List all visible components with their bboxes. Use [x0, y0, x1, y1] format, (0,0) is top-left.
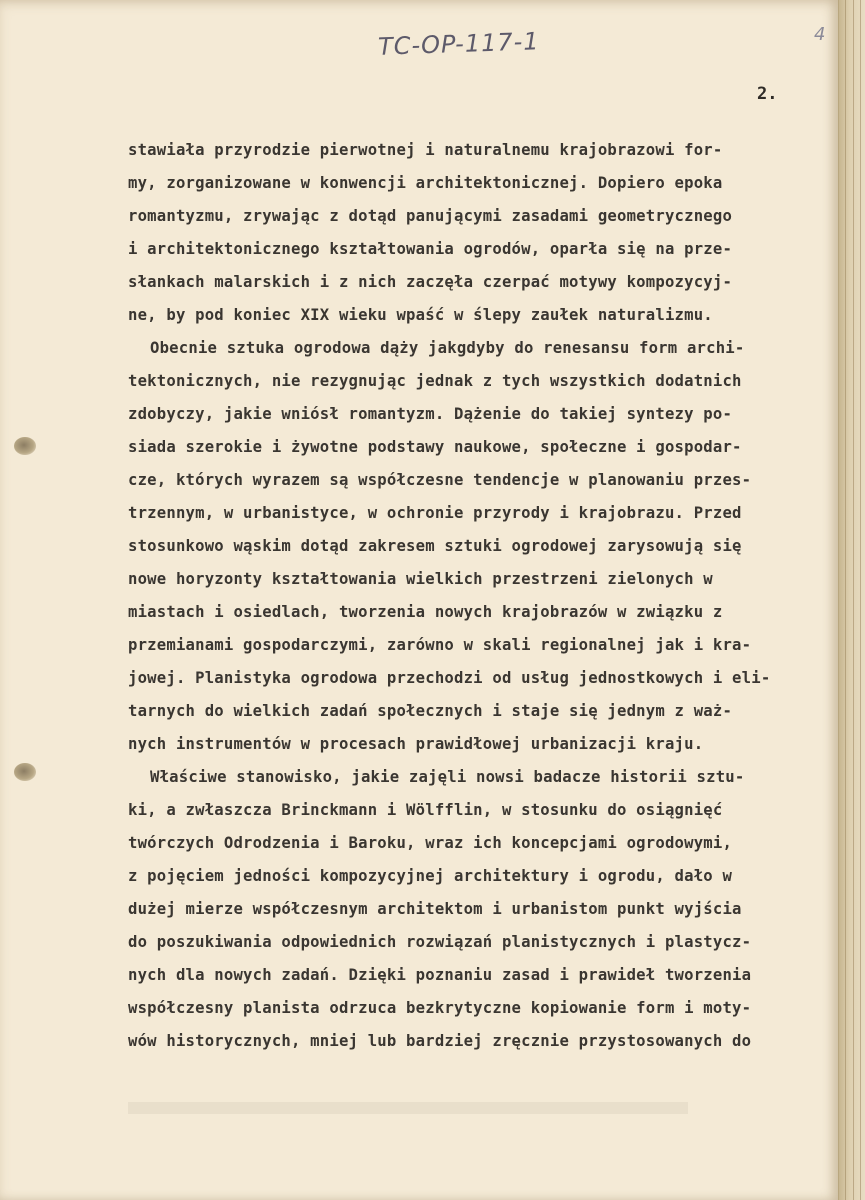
text-line: Właściwe stanowisko, jakie zajęli nowsi badacze historii sztu-: [150, 768, 745, 786]
text-line: twórczych Odrodzenia i Baroku, wraz ich koncepcjami ogrodowymi,: [128, 834, 733, 852]
text-line: wów historycznych, mniej lub bardziej zręcznie przystosowanych do: [128, 1032, 752, 1050]
text-line: tektonicznych, nie rezygnując jednak z tych wszystkich dodatnich: [128, 372, 742, 390]
text-line: z pojęciem jedności kompozycyjnej architektury i ogrodu, dało w: [128, 867, 733, 885]
text-line: jowej. Planistyka ogrodowa przechodzi od usług jednostkowych i eli-: [128, 669, 771, 687]
next-pages-edge: [838, 0, 865, 1200]
text-line: przemianami gospodarczymi, zarówno w skali regionalnej jak i kra-: [128, 636, 752, 654]
bleed-through-shadow: [128, 1102, 688, 1114]
text-line: my, zorganizowane w konwencji architektonicznej. Dopiero epoka: [128, 174, 723, 192]
text-line: Obecnie sztuka ogrodowa dąży jakgdyby do renesansu form archi-: [150, 339, 745, 357]
text-line: ki, a zwłaszcza Brinckmann i Wölfflin, w stosunku do osiągnięć: [128, 801, 723, 819]
body-text: [128, 134, 818, 1058]
text-line: cze, których wyrazem są współczesne tendencje w planowaniu przes-: [128, 471, 752, 489]
text-line: stawiała przyrodzie pierwotnej i naturalnemu krajobrazowi for-: [128, 141, 723, 159]
punch-hole: [14, 763, 36, 781]
page-edge-line: [853, 0, 854, 1200]
text-line: trzennym, w urbanistyce, w ochronie przyrody i krajobrazu. Przed: [128, 504, 742, 522]
text-line: współczesny planista odrzuca bezkrytyczne kopiowanie form i moty-: [128, 999, 752, 1017]
page-number: 2.: [757, 84, 778, 104]
text-line: dużej mierze współczesnym architektom i urbanistom punkt wyjścia: [128, 900, 742, 918]
page-edge-line: [860, 0, 861, 1200]
text-line: stosunkowo wąskim dotąd zakresem sztuki ogrodowej zarysowują się: [128, 537, 742, 555]
text-line: słankach malarskich i z nich zaczęła czerpać motywy kompozycyj-: [128, 273, 733, 291]
text-line: do poszukiwania odpowiednich rozwiązań planistycznych i plastycz-: [128, 933, 752, 951]
corner-page-mark: 4: [814, 24, 826, 45]
handwritten-reference: TC-OP-117-1: [377, 27, 540, 61]
text-line: tarnych do wielkich zadań społecznych i staje się jednym z waż-: [128, 702, 733, 720]
text-line: ne, by pod koniec XIX wieku wpaść w ślepy zaułek naturalizmu.: [128, 306, 713, 324]
text-line: nych instrumentów w procesach prawidłowej urbanizacji kraju.: [128, 735, 704, 753]
page-edge-line: [845, 0, 846, 1200]
text-line: miastach i osiedlach, tworzenia nowych krajobrazów w związku z: [128, 603, 723, 621]
text-line: zdobyczy, jakie wniósł romantyzm. Dążenie do takiej syntezy po-: [128, 405, 733, 423]
text-line: i architektonicznego kształtowania ogrodów, oparła się na prze-: [128, 240, 733, 258]
punch-hole: [14, 437, 36, 455]
text-line: romantyzmu, zrywając z dotąd panującymi zasadami geometrycznego: [128, 207, 733, 225]
text-line: nych dla nowych zadań. Dzięki poznaniu zasad i prawideł tworzenia: [128, 966, 752, 984]
text-line: siada szerokie i żywotne podstawy naukowe, społeczne i gospodar-: [128, 438, 742, 456]
text-line: nowe horyzonty kształtowania wielkich przestrzeni zielonych w: [128, 570, 713, 588]
